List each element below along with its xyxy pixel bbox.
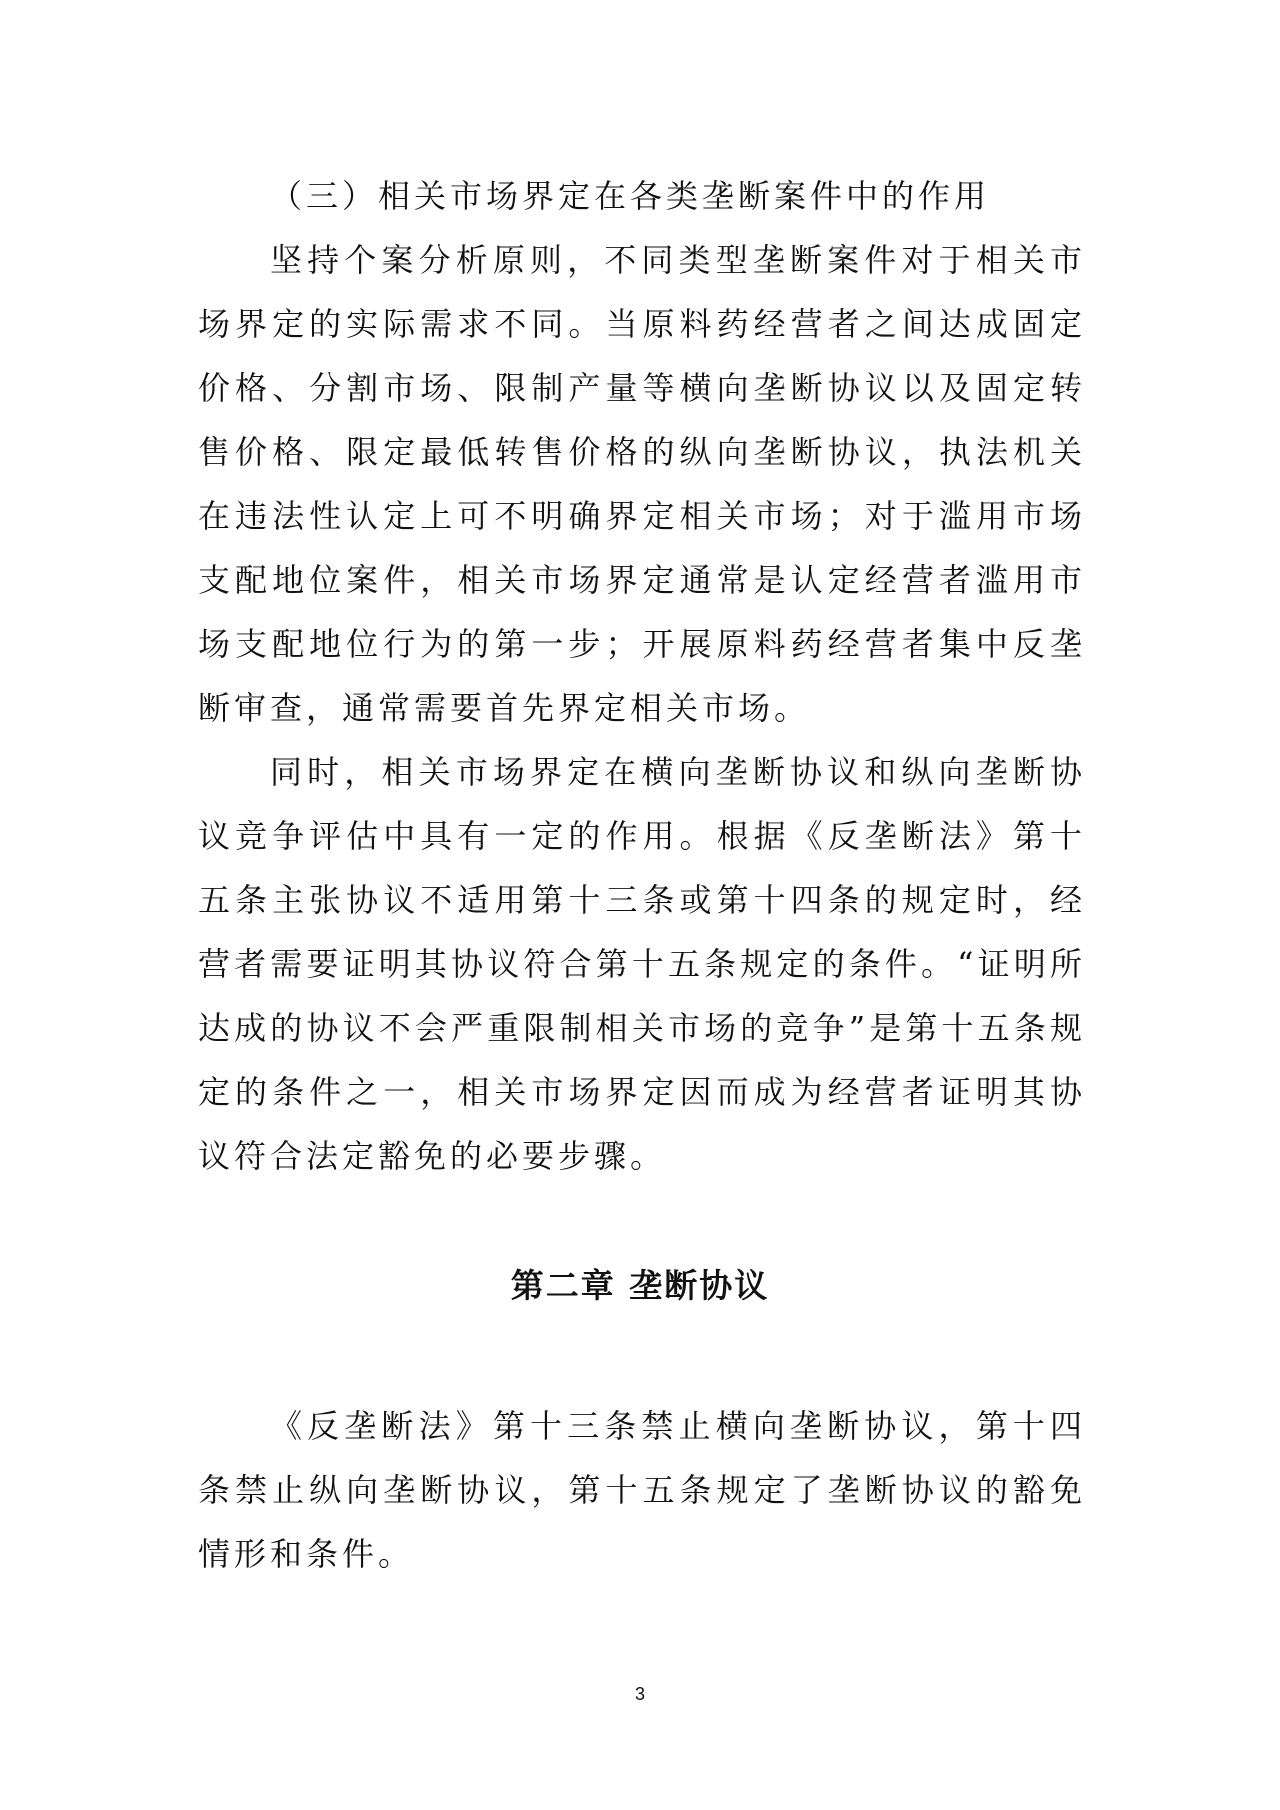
page-number: 3	[634, 1684, 645, 1704]
paragraph-horizontal-vertical-agreements: 同时，相关市场界定在横向垄断协议和纵向垄断协议竞争评估中具有一定的作用。根据《反垄断法》第十五条主张协议不适用第十三条或第十四条的规定时，经营者需要证明其协议符合第十五条规定的条件。“证明所达成的协议不会严重限制相关市场的竞争”是第十五条规定的条件之一，相关市场界定因而成为经营者证明其协议符合法定豁免的必要步骤。	[198, 753, 1086, 1175]
paragraph-market-definition-role: 坚持个案分析原则，不同类型垄断案件对于相关市场界定的实际需求不同。当原料药经营者之间达成固定价格、分割市场、限制产量等横向垄断协议以及固定转售价格、限定最低转售价格的纵向垄断协议，执法机关在违法性认定上可不明确界定相关市场；对于滥用市场支配地位案件，相关市场界定通常是认定经营者滥用市场支配地位行为的第一步；开展原料药经营者集中反垄断审查，通常需要首先界定相关市场。	[198, 241, 1086, 727]
section-heading: （三）相关市场界定在各类垄断案件中的作用	[270, 177, 991, 215]
paragraph-chapter-intro: 《反垄断法》第十三条禁止横向垄断协议，第十四条禁止纵向垄断协议，第十五条规定了垄断协议的豁免情形和条件。	[198, 1407, 1086, 1573]
chapter-heading: 第二章 垄断协议	[510, 1266, 770, 1305]
